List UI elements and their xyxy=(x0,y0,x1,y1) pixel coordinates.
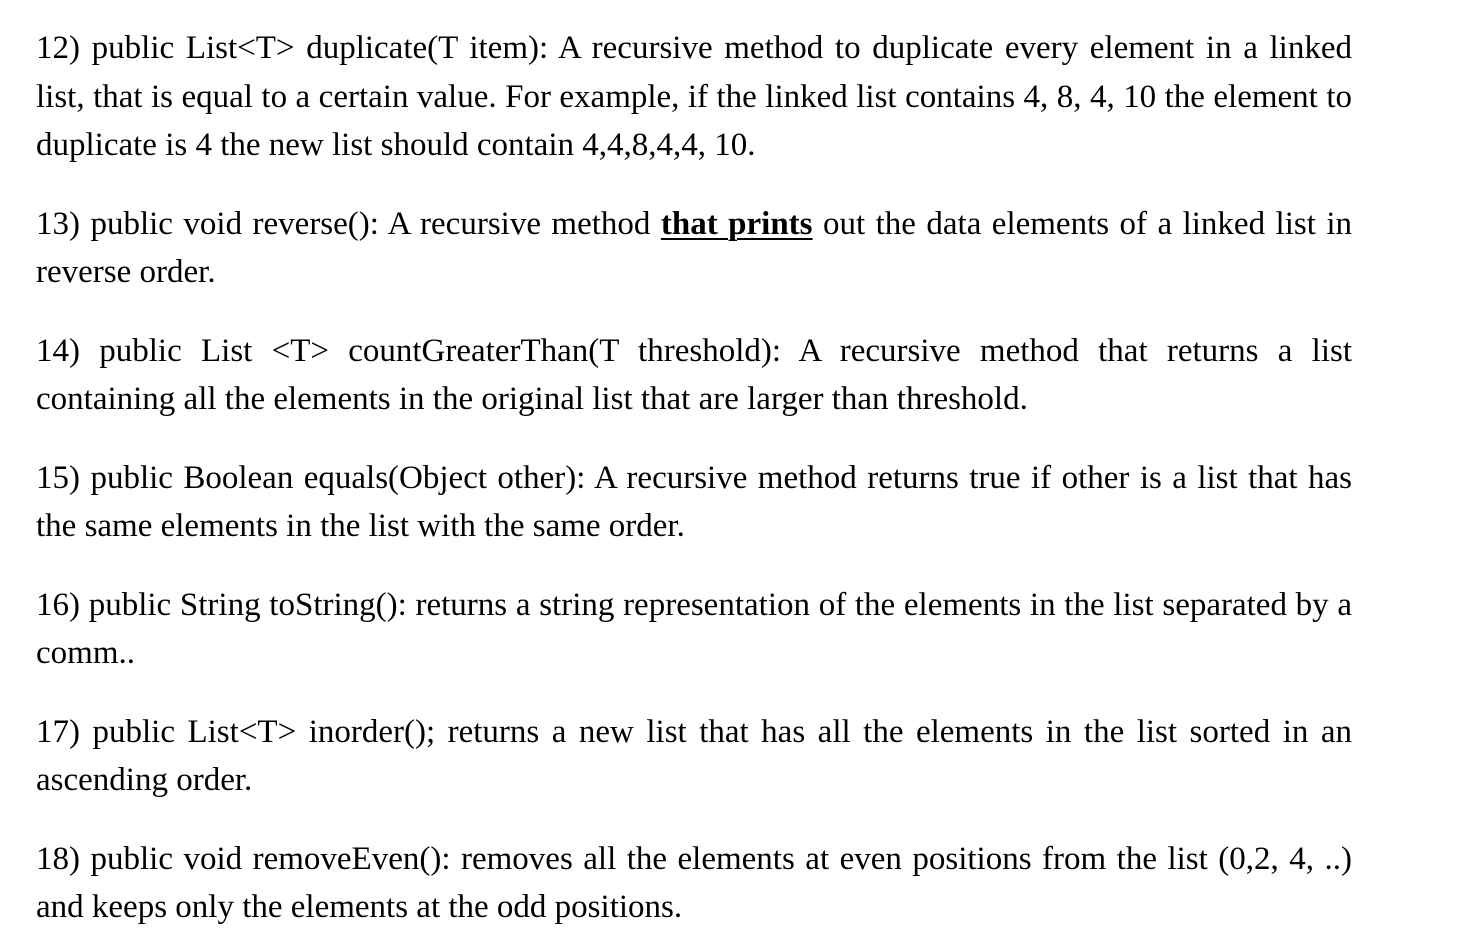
item-text: public List <T> countGreaterThan(T threshold): A recursive method that returns a list containing all the elements in the original list that are larger than threshold. xyxy=(36,332,1353,417)
item-13 xyxy=(36,200,1352,297)
item-15 xyxy=(36,454,1352,551)
item-18 xyxy=(36,835,1352,932)
item-number: 13) xyxy=(36,205,80,242)
item-number: 17) xyxy=(36,713,80,750)
item-text: public List<T> inorder(); returns a new list that has all the elements in the list sorted in an ascending order. xyxy=(36,713,1353,798)
item-16 xyxy=(36,581,1352,678)
item-number: 16) xyxy=(36,586,80,623)
item-text: public List<T> duplicate(T item): A recursive method to duplicate every element in a linked list, that is equal to a certain value. For example, if the linked list contains 4, 8, 4, 10 the element to duplicate is 4 the new list should contain 4,4,8,4,4, 10. xyxy=(36,30,1353,163)
item-text: public String toString(): returns a string representation of the elements in the list separated by a comm.. xyxy=(36,586,1353,671)
item-text: public Boolean equals(Object other): A recursive method returns true if other is a list that has the same elements in the list with the same order. xyxy=(36,459,1353,544)
item-17 xyxy=(36,708,1352,805)
item-number: 12) xyxy=(36,30,80,66)
item-number: 18) xyxy=(36,840,80,877)
item-number: 14) xyxy=(36,332,80,369)
emphasized-phrase: that prints xyxy=(660,205,813,242)
item-text-before: public void reverse(): A recursive method xyxy=(90,205,661,242)
item-text-after: out the data elements of a linked list in reverse order. xyxy=(36,205,1353,290)
item-12 xyxy=(36,24,1352,170)
item-number: 15) xyxy=(36,459,80,496)
document-page xyxy=(36,24,1352,932)
item-text: public void removeEven(): removes all the elements at even positions from the list (0,2, 4, ..) and keeps only the elements at the odd positions. xyxy=(36,840,1352,925)
item-14 xyxy=(36,327,1352,424)
